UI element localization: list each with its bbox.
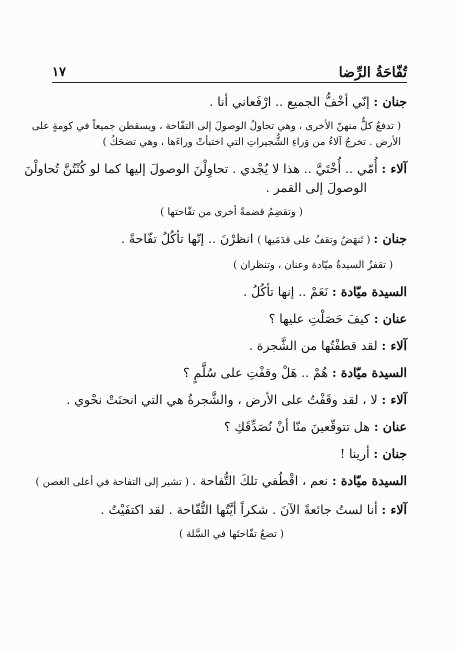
inline-stage-direction: ( تَنهَضُ وتقفُ على قدَمَيها ) [257, 235, 374, 246]
speaker-name: السيدة ميّادة : [331, 365, 407, 380]
dialogue-line [52, 500, 407, 519]
dialogue-text: نعم ، اقْطُفي تلكَ التُّفاحة . [192, 473, 332, 488]
page-body [24, 92, 407, 551]
dialogue-text: كيفَ حَصَلْتِ عليها ؟ [268, 311, 374, 326]
page-number: ١٧ [52, 65, 66, 80]
speaker-name: آلاء : [381, 392, 407, 407]
dialogue-line [24, 159, 407, 178]
dialogue-line [52, 336, 407, 355]
dialogue-line [52, 282, 407, 301]
stage-direction [62, 205, 401, 221]
speaker-name: السيدة ميّادة : [331, 284, 407, 299]
stage-direction [62, 527, 401, 543]
dialogue-line [52, 229, 407, 250]
speaker-name: عنان : [373, 419, 407, 434]
dialogue-line [52, 178, 407, 197]
dialogue-text: نَعَمْ .. إنها تأكُلُ . [243, 284, 332, 299]
dialogue-text: أنا لستُ جائعةً الآنَ . شكراً أيَّتُها التُّفّاحة . لقد اكتفَيْتُ . [100, 502, 382, 517]
stage-direction [31, 119, 401, 151]
running-title: تُفّاحَةُ الرِّضا [338, 65, 407, 81]
speaker-name: جنان : [373, 231, 407, 246]
inline-stage-direction: ( تشير إلى التفاحة في أعلى الغصن ) [35, 477, 193, 488]
dialogue-text: لقد قطفْتُها من الشَّجرة . [248, 338, 382, 353]
dialogue-line [52, 92, 407, 111]
speaker-name: جنان : [373, 94, 407, 109]
dialogue-text: لا ، لقد وقَفْتُ على الأرض ، والشَّجرةُ هي التي انحنَتْ نحْوي . [66, 392, 382, 407]
dialogue-text: هُمْ .. هَلْ وقفْتِ على سُلَّمٍ ؟ [183, 365, 332, 380]
dialogue-text: إنّي أخْفُّ الجميع .. ارْفَعاني أنا . [209, 94, 374, 109]
speaker-name: آلاء : [381, 338, 407, 353]
dialogue-line [52, 390, 407, 409]
dialogue-text: انظرْنَ .. إنّها تأكُلُ تفّاحةً . [120, 231, 258, 246]
dialogue-text: هل تتوقّعينَ منّا أنْ نُصَدِّقَكِ ؟ [223, 419, 374, 434]
dialogue-line [35, 471, 407, 492]
dialogue-line [52, 444, 407, 463]
speaker-name: السيدة ميّادة : [331, 473, 407, 488]
dialogue-text: أرينا ! [339, 446, 374, 461]
page-header [52, 62, 407, 83]
stage-direction-line: ( تدفعُ كلٌّ منهنّ الأخرى ، وهي تحاولُ الوصولَ إلى التفّاحة ، ويسقطن جميعاً في كومةٍ على [31, 121, 401, 132]
dialogue-line [52, 309, 407, 328]
speaker-name: آلاء : [381, 502, 407, 517]
dialogue-text: الوصولَ إلى القمر . [265, 180, 367, 195]
dialogue-block [24, 159, 407, 197]
dialogue-text: أُمّي .. أُخْتَيَّ .. هذا لا يُجْدي . تحاوِلْنَ الوصولَ إليها كما لو كُنْتُنَّ تُحاولْنَ [24, 161, 382, 176]
stage-direction-line: ( تضعُ تفّاحتَها في السَّلة ) [179, 529, 284, 540]
speaker-name: آلاء : [381, 161, 407, 176]
stage-direction [62, 258, 393, 274]
dialogue-line [52, 363, 407, 382]
stage-direction-line: ( تقفزُ السيدةُ ميّادة وعنان ، وتنظران ) [233, 260, 393, 271]
speaker-name: عنان : [373, 311, 407, 326]
stage-direction-line: ( وتقضِمُ قضمةً أخرى من تفّاحتها ) [160, 207, 303, 218]
dialogue-line [52, 417, 407, 436]
stage-direction-line: الأرض . تخرجُ آلاءُ من وَراءِ الشُّجيراتِ التي اختبأتْ وراءَها ، وهي تضحَكُ ) [102, 137, 401, 148]
speaker-name: جنان : [373, 446, 407, 461]
